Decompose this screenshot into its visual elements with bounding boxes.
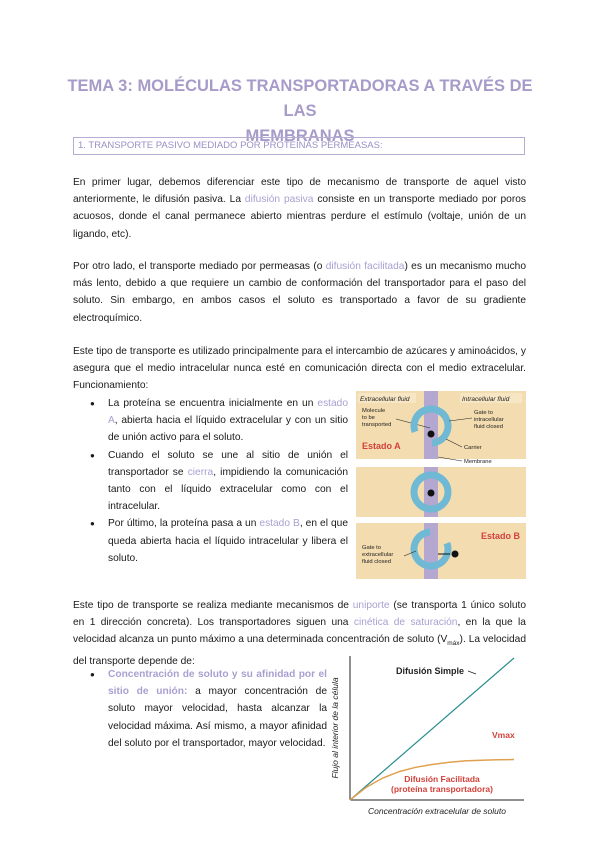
gate-intra-label-2: intracellular bbox=[474, 417, 504, 423]
list-item bbox=[90, 666, 327, 752]
solute-closed bbox=[428, 490, 435, 497]
text: Cuando el soluto se une al sitio de unión el transportador se bbox=[108, 449, 348, 478]
text: Este tipo de transporte se realiza mediante mecanismos de bbox=[73, 600, 353, 611]
paragraph-funcionamiento: Este tipo de transporte es utilizado principalmente para el intercambio de azúcares y aminoácidos, y asegura que el medio intracelular nunca esté en comunicación directa con el medio extracelular. Funcionamiento: bbox=[73, 346, 526, 392]
gate-intra-label-1: Gate to bbox=[474, 410, 494, 416]
gate-intra-label-3: fluid closed bbox=[474, 424, 504, 430]
annotation-proteina-transportadora: (proteína transportadora) bbox=[390, 784, 494, 794]
text: ) es un mecanismo mucho más lento, debido a que requiere un cambio de conformación del transportador para el paso del soluto. Sin embargo, en ambos casos el soluto es transportado a favor de su gradiente electroquímico. bbox=[73, 261, 527, 324]
solute-b bbox=[452, 551, 459, 558]
title-line-1: TEMA 3: MOLÉCULAS TRANSPORTADORAS A TRAVÉS DE LAS bbox=[67, 77, 533, 120]
extracellular-label: Extracellular fluid bbox=[360, 396, 410, 403]
highlight-term: Concentración de soluto y su afinidad por el sitio de unión: bbox=[108, 669, 327, 698]
paragraph-permeasas bbox=[73, 258, 526, 327]
y-axis-label: Flujo al interior de la célula bbox=[330, 677, 340, 779]
text: , en la que la velocidad alcanza un punto máximo a una determinada concentración de soluto (V bbox=[73, 617, 526, 646]
text: En primer lugar, debemos diferenciar este tipo de mecanismo de transporte de aquel visto anteriormente, le difusión pasiva. La bbox=[73, 177, 526, 206]
annotation-vmax: Vmax bbox=[492, 730, 515, 740]
intracellular-label: Intracellular fluid bbox=[462, 396, 510, 403]
estado-a-label: Estado A bbox=[362, 441, 401, 451]
estado-b-label: Estado B bbox=[481, 531, 521, 541]
highlight-term: difusión facilitada bbox=[325, 261, 405, 272]
saturation-chart bbox=[328, 652, 528, 824]
annotation-pointer bbox=[468, 671, 476, 674]
highlight-term: estado B bbox=[259, 518, 300, 530]
annotation-difusion-facilitada: Difusión Facilitada bbox=[404, 774, 480, 784]
list-item bbox=[90, 447, 348, 516]
text: (se transporta 1 único soluto en 1 dirección concreta). Los transportadores siguen una bbox=[73, 600, 526, 629]
annotation-difusion-simple: Difusión Simple bbox=[396, 666, 465, 676]
gate-extra-label-3: fluid closed bbox=[362, 559, 392, 565]
text: La proteína se encuentra inicialmente en un bbox=[108, 398, 318, 409]
carrier-label: Carrier bbox=[464, 445, 482, 451]
list-item bbox=[90, 515, 348, 567]
section-heading: 1. TRANSPORTE PASIVO MEDIADO POR PROTEÍNAS PERMEASAS: bbox=[73, 137, 525, 155]
text: ). La velocidad del transporte depende de: bbox=[73, 634, 526, 667]
carrier-states-figure bbox=[356, 391, 526, 579]
highlight-term: cierra bbox=[187, 466, 214, 478]
text: , abierta hacia el líquido extracelular y con un sitio de unión activo para el soluto. bbox=[108, 415, 348, 444]
text: , en el que queda abierta hacia el líquido intracelular y libera el soluto. bbox=[108, 518, 348, 564]
text: a mayor concentración de soluto mayor velocidad, hasta alcanzar la velocidad máxima. Así mismo, a mayor afinidad del soluto por el transportador, mayor velocidad. bbox=[108, 686, 327, 749]
highlight-term: estado A bbox=[108, 398, 348, 427]
molecule-label-2: to be bbox=[362, 415, 375, 421]
x-axis-label: Concentración extracelular de soluto bbox=[368, 806, 506, 816]
subscript: máx bbox=[447, 640, 460, 648]
bullet-list-factores bbox=[90, 666, 327, 752]
title-line-2: MEMBRANAS bbox=[245, 127, 355, 145]
gate-extra-label-2: extracellular bbox=[362, 552, 394, 558]
text: Por último, la proteína pasa a un bbox=[108, 518, 260, 530]
text: , impidiendo la comunicación tanto con el líquido extracelular como con el intracelular. bbox=[108, 466, 349, 513]
molecule-label-3: transported bbox=[362, 422, 392, 428]
text: consiste en un transporte mediado por poros acuosos, donde el canal permanece abierto mientras perdure el estímulo (voltaje, unión de un ligando, etc). bbox=[73, 194, 526, 240]
highlight-term: difusión pasiva bbox=[244, 194, 314, 206]
paragraph-difusion-pasiva bbox=[73, 174, 526, 243]
membrane-a bbox=[424, 391, 438, 459]
solute-a bbox=[428, 431, 435, 438]
gate-extra-label-1: Gate to bbox=[362, 545, 382, 551]
text: Por otro lado, el transporte mediado por permeasas (o bbox=[73, 261, 326, 272]
membrane-label: Membrane bbox=[464, 459, 492, 465]
molecule-label-1: Molecule bbox=[362, 408, 386, 414]
highlight-term: cinética de saturación bbox=[353, 617, 458, 629]
bullet-list-estados bbox=[90, 395, 348, 567]
list-item bbox=[90, 395, 348, 447]
highlight-term: uniporte bbox=[352, 600, 390, 611]
